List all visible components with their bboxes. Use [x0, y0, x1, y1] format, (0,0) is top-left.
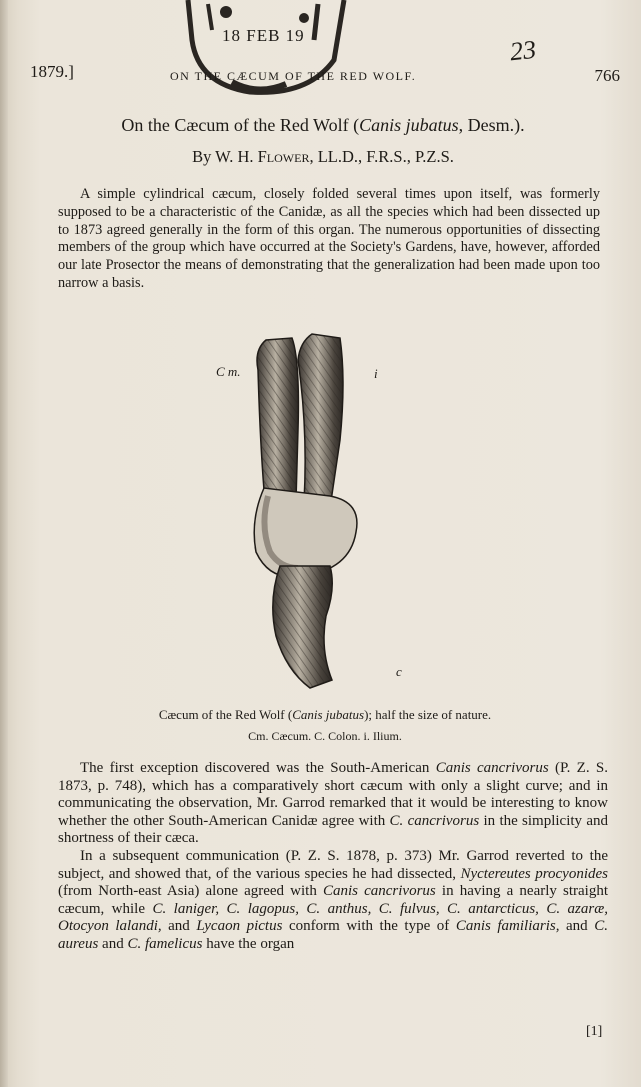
caecum-figure — [180, 320, 440, 700]
figure-label-c: c — [396, 664, 402, 679]
p3-species-3: C. laniger, C. lagopus, C. anthus, C. fulvus, C. antarcticus, C. azaræ, Otocyon lalandi, — [58, 900, 608, 935]
p3-text-2: (from North-east Asia) alone agreed with — [58, 883, 323, 900]
p3-species-6: C. aureus — [58, 918, 608, 952]
figure-label-i: i — [374, 366, 378, 381]
figure-caption — [40, 707, 610, 723]
caption-suffix: ); half the size of nature. — [364, 707, 492, 722]
handwritten-mark: 23 — [508, 34, 538, 67]
paragraph-3 — [58, 848, 608, 954]
p3-text-3: in having a nearly straight cæcum, while — [58, 883, 609, 917]
body-text — [58, 760, 608, 954]
p3-text-8: have the organ — [202, 935, 295, 952]
p3-species-5: Canis familiaris, — [455, 918, 560, 935]
p3-species-1: Nyctereutes procyonides — [460, 865, 608, 882]
p3-text-1: In a subsequent communication (P. Z. S. 1878, p. 373) Mr. Garrod reverted to the subject, and showed that, of the various species he had dissected, — [58, 847, 608, 882]
header-year: 1879.] — [30, 62, 74, 81]
p3-text-7: and — [98, 935, 128, 952]
folio-mark: [1] — [586, 1024, 603, 1039]
caption-species: Canis jubatus — [292, 707, 365, 722]
byline-prefix: By W. H. — [192, 147, 258, 166]
binding-edge — [0, 0, 8, 1087]
p3-species-4: Lycaon pictus — [196, 918, 283, 935]
p2-species-2: C. cancrivorus — [389, 812, 480, 829]
p2-text-2: (P. Z. S. 1873, p. 748), which has a comparatively short cæcum with only a slight curve; and in communicating the observation, Mr. Garrod remarked that it would be interesting to know whether the other South-American Canidæ agree with — [58, 760, 608, 829]
byline — [28, 147, 618, 167]
p3-species-2: Canis cancrivorus — [322, 883, 436, 900]
figure-label-cm: C m. — [216, 364, 241, 379]
paragraph-2 — [58, 760, 608, 848]
article-title — [28, 114, 618, 136]
p3-text-4: and — [161, 918, 197, 935]
title-species: Canis jubatus — [359, 115, 459, 135]
byline-suffix: , LL.D., F.R.S., P.Z.S. — [309, 147, 454, 166]
caption-prefix: Cæcum of the Red Wolf ( — [158, 707, 293, 722]
figure-legend: Cm. Cæcum. C. Colon. i. Ilium. — [248, 729, 402, 743]
header-page-number: 766 — [594, 66, 620, 85]
stamp-date: 18 FEB 19 — [222, 26, 305, 45]
p3-text-5: conform with the type of — [282, 918, 456, 935]
running-header — [30, 62, 620, 88]
header-running-title: ON THE CÆCUM OF THE RED WOLF. — [170, 69, 417, 83]
p2-text-1: The first exception discovered was the South-American — [80, 760, 436, 776]
byline-author: Flower — [257, 147, 310, 166]
intro-paragraph: A simple cylindrical cæcum, closely folded several times upon itself, was formerly supposed to be a characteristic of the Canidæ, as all the species which had been dissected up to 1873 agreed generally in the form of this organ. The numerous opportunities of dissecting members of the group which have occurred at the Society's Gardens, have, however, afforded our late Prosector the means of demonstrating that the generalization had been made upon too narrow a basis. — [58, 186, 600, 291]
p2-text-3: in the simplicity and shortness of their cæca. — [58, 812, 608, 847]
title-authority: , Desm.). — [458, 115, 525, 135]
p3-species-7: C. famelicus — [127, 935, 203, 952]
title-text: On the Cæcum of the Red Wolf ( — [121, 115, 360, 135]
p2-species-1: Canis cancrivorus — [435, 760, 549, 776]
p3-text-6: and — [559, 918, 595, 935]
